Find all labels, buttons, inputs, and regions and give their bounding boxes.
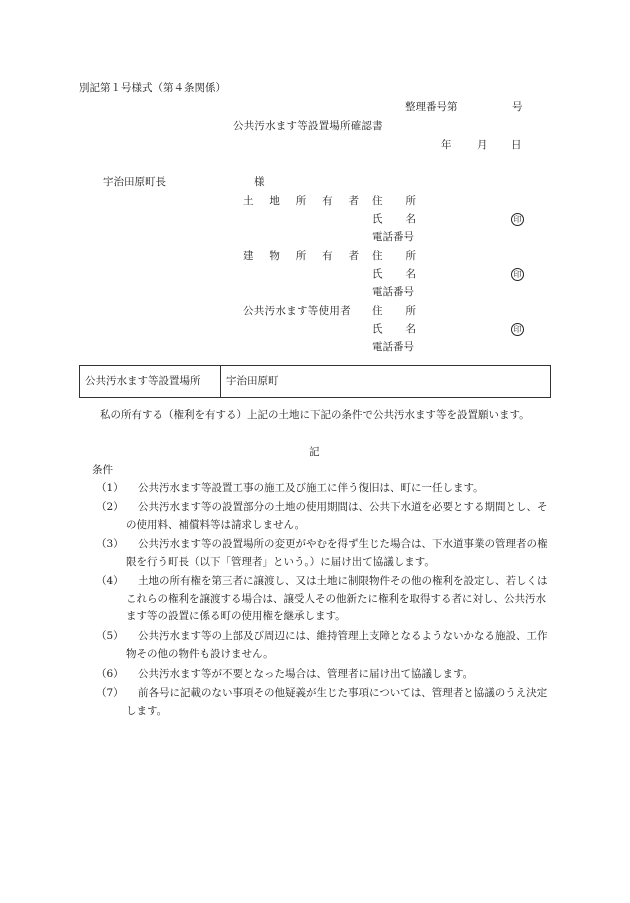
location-label: 公共汚水ます等設置場所 (80, 366, 221, 397)
building-owner-phone-label: 電話番号 (372, 286, 414, 298)
condition-item-2 (96, 499, 548, 534)
date-year: 年 (441, 139, 452, 151)
land-owner-name-label: 氏 名 (372, 213, 416, 225)
condition-item-7 (96, 685, 548, 720)
user-name-label: 氏 名 (372, 323, 416, 335)
date-day: 日 (511, 139, 522, 151)
addressee-name: 宇治田原町長 (103, 176, 166, 188)
condition-number: （7） (96, 687, 124, 699)
ki-heading: 記 (309, 446, 320, 458)
land-owner-seal-mark: 印 (511, 213, 524, 226)
user-phone-label: 電話番号 (372, 341, 414, 353)
condition-text: 公共汚水ます等の設置部分の土地の使用期間は、公共下水道を必要とする期間とし、その使用料、補償料等は請求しません。 (126, 501, 548, 531)
condition-item-5 (96, 628, 548, 663)
building-owner-seal-mark: 印 (511, 268, 524, 281)
condition-text: 土地の所有権を第三者に譲渡し、又は土地に制限物件その他の権利を設定し、若しくはこれらの権利を譲渡する場合は、譲受人その他新たに権利を取得する者に対し、公共汚水ます等の設置に係る町の使用権を継承します。 (126, 575, 548, 622)
condition-number: （3） (96, 538, 124, 550)
conditions-heading: 条件 (92, 464, 113, 476)
condition-text: 公共汚水ます等の設置場所の変更がやむを得ず生じた場合は、下水道事業の管理者の権限を行う町長（以下「管理者」という。）に届け出て協議します。 (126, 538, 548, 568)
building-owner-address-label: 住 所 (372, 250, 416, 262)
condition-item-4 (96, 573, 548, 626)
building-owner-label: 建 物 所 有 者 (243, 250, 359, 262)
building-owner-name-label: 氏 名 (372, 268, 416, 280)
condition-item-1 (96, 480, 548, 498)
addressee-honorific: 様 (254, 176, 265, 188)
condition-text: 前各号に記載のない事項その他疑義が生じた事項については、管理者と協議のうえ決定します。 (126, 687, 548, 717)
declaration-paragraph: 私の所有する（権利を有する）上記の土地に下記の条件で公共汚水ます等を設置願います。 (100, 409, 530, 421)
condition-text: 公共汚水ます等設置工事の施工及び施工に伴う復旧は、町に一任します。 (138, 482, 484, 494)
condition-item-6 (96, 666, 548, 684)
condition-number: （2） (96, 501, 124, 513)
condition-number: （4） (96, 575, 124, 587)
condition-text: 公共汚水ます等が不要となった場合は、管理者に届け出て協議します。 (138, 668, 474, 680)
land-owner-label: 土 地 所 有 者 (243, 195, 359, 207)
reference-number-label: 整理番号第 (405, 101, 458, 113)
condition-item-3 (96, 536, 548, 571)
condition-number: （5） (96, 630, 124, 642)
form-label: 別記第１号様式（第４条関係） (79, 82, 226, 94)
land-owner-phone-label: 電話番号 (372, 231, 414, 243)
condition-number: （1） (96, 482, 124, 494)
user-label: 公共汚水ます等使用者 (243, 305, 351, 317)
user-address-label: 住 所 (372, 305, 416, 317)
land-owner-address-label: 住 所 (372, 195, 416, 207)
location-value: 宇治田原町 (226, 375, 279, 388)
user-seal-mark: 印 (511, 323, 524, 336)
condition-text: 公共汚水ます等の上部及び周辺には、維持管理上支障となるようないかなる施設、工作物その他の物件も設けません。 (126, 630, 548, 660)
date-month: 月 (477, 139, 488, 151)
condition-number: （6） (96, 668, 124, 680)
reference-number-suffix: 号 (512, 101, 523, 113)
document-title: 公共汚水ます等設置場所確認書 (233, 120, 383, 132)
location-table (79, 365, 551, 398)
